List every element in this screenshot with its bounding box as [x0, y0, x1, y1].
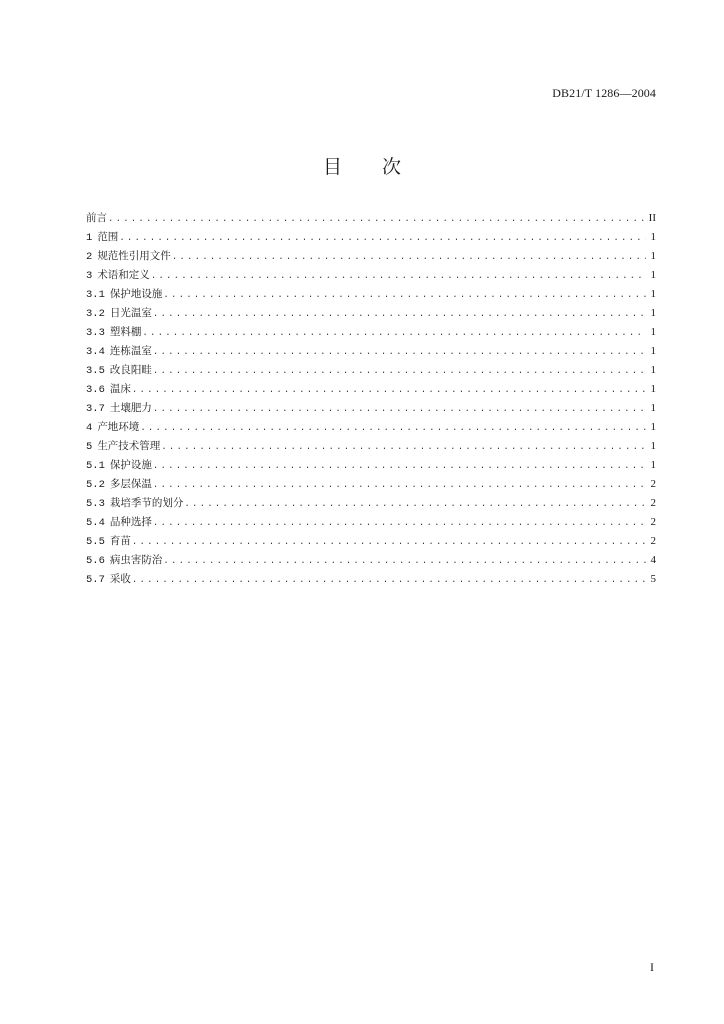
- toc-entry-number: 5.1: [86, 460, 105, 472]
- toc-entry-page: 2: [650, 478, 656, 490]
- toc-entry-page: 1: [650, 345, 656, 357]
- toc-entry-page: 1: [650, 326, 656, 338]
- toc-entry-number: 5: [86, 441, 93, 453]
- toc-entry-page: 1: [650, 250, 656, 262]
- toc-entry-label: 温床: [109, 383, 131, 395]
- toc-entry-terms-definitions[interactable]: [86, 266, 656, 285]
- toc-entry-number: 5.7: [86, 574, 105, 586]
- toc-leader-dots: [132, 571, 646, 590]
- toc-entry-3-2[interactable]: [86, 304, 656, 323]
- toc-entry-page: 2: [650, 497, 656, 509]
- toc-title: [0, 152, 724, 179]
- toc-leader-dots: [132, 533, 646, 552]
- toc-entry-label: 病虫害防治: [109, 554, 163, 566]
- toc-entry-number: 3.7: [86, 403, 105, 415]
- toc-entry-label: 多层保温: [109, 478, 152, 490]
- toc-leader-dots: [172, 248, 646, 267]
- toc-entry-5-3[interactable]: [86, 494, 656, 513]
- toc-entry-5-1[interactable]: [86, 456, 656, 475]
- toc-entry-5-2[interactable]: [86, 475, 656, 494]
- toc-entry-label: 前言: [86, 212, 107, 224]
- toc-entry-number: 3.5: [86, 365, 105, 377]
- toc-leader-dots: [142, 324, 646, 343]
- toc-entry-page: 2: [650, 535, 656, 547]
- toc-entry-number: 3.6: [86, 384, 105, 396]
- toc-entry-page: 4: [650, 554, 656, 566]
- toc-entry-number: 5.3: [86, 498, 105, 510]
- toc-title-part2: 次: [382, 156, 402, 178]
- toc-entry-scope[interactable]: [86, 228, 656, 247]
- toc-entry-number: 1: [86, 232, 93, 244]
- toc-entry-3-3[interactable]: [86, 323, 656, 342]
- toc-entry-5-4[interactable]: [86, 513, 656, 532]
- toc-entry-5-6[interactable]: [86, 551, 656, 570]
- toc-entry-normative-references[interactable]: [86, 247, 656, 266]
- toc-entry-page: 1: [650, 440, 656, 452]
- toc-leader-dots: [163, 286, 646, 305]
- toc-entry-label: 保护设施: [109, 459, 152, 471]
- toc-entry-label: 保护地设施: [109, 288, 163, 300]
- toc-entry-foreword[interactable]: [86, 209, 656, 228]
- toc-entry-page: 1: [650, 231, 656, 243]
- toc-entry-page: 1: [650, 364, 656, 376]
- toc-entry-page: II: [648, 212, 656, 224]
- toc-entry-label: 塑料棚: [109, 326, 142, 338]
- toc-entry-number: 2: [86, 251, 93, 263]
- toc-leader-dots: [153, 400, 646, 419]
- toc-entry-page: 2: [650, 516, 656, 528]
- toc-leader-dots: [153, 305, 646, 324]
- toc-entry-label: 采收: [109, 573, 131, 585]
- toc-leader-dots: [132, 381, 646, 400]
- toc-entry-3-1[interactable]: [86, 285, 656, 304]
- toc-entry-label: 改良阳畦: [109, 364, 152, 376]
- toc-entry-label: 土壤肥力: [109, 402, 152, 414]
- toc-entry-5-5[interactable]: [86, 532, 656, 551]
- toc-entry-label: 生产技术管理: [97, 440, 161, 452]
- toc-entry-number: 3.2: [86, 308, 105, 320]
- toc-entry-number: 3.1: [86, 289, 105, 301]
- toc-leader-dots: [153, 343, 646, 362]
- toc-entry-number: 3.3: [86, 327, 105, 339]
- toc-entry-label: 日光温室: [109, 307, 152, 319]
- toc-leader-dots: [184, 495, 646, 514]
- toc-leader-dots: [151, 267, 646, 286]
- toc-entry-page: 1: [650, 402, 656, 414]
- toc-entry-label: 产地环境: [97, 421, 140, 433]
- toc-entry-3-7[interactable]: [86, 399, 656, 418]
- toc-entry-page: 1: [650, 459, 656, 471]
- toc-entry-page: 1: [650, 421, 656, 433]
- toc-entry-3-4[interactable]: [86, 342, 656, 361]
- toc-leader-dots: [119, 229, 646, 248]
- toc-entry-number: 5.2: [86, 479, 105, 491]
- toc-leader-dots: [161, 438, 646, 457]
- toc-leader-dots: [153, 362, 646, 381]
- toc-leader-dots: [140, 419, 646, 438]
- toc-entry-label: 品种选择: [109, 516, 152, 528]
- toc-entry-label: 育苗: [109, 535, 131, 547]
- toc-entry-4[interactable]: [86, 418, 656, 437]
- toc-entry-page: 1: [650, 307, 656, 319]
- toc-entry-label: 连栋温室: [109, 345, 152, 357]
- toc-entry-number: 5.6: [86, 555, 105, 567]
- toc-title-part1: 目: [322, 156, 342, 178]
- toc-entry-page: 1: [650, 383, 656, 395]
- toc-entry-label: 栽培季节的划分: [109, 497, 184, 509]
- toc-leader-dots: [163, 552, 646, 571]
- toc-entry-number: 3.4: [86, 346, 105, 358]
- toc-entry-label: 术语和定义: [97, 269, 150, 281]
- toc-entry-5-7[interactable]: [86, 570, 656, 589]
- toc-entry-number: 4: [86, 422, 93, 434]
- toc-entry-page: 5: [650, 573, 656, 585]
- toc-entry-label: 范围: [97, 231, 119, 243]
- toc-leader-dots: [153, 514, 646, 533]
- toc-leader-dots: [153, 476, 646, 495]
- toc-entry-3-6[interactable]: [86, 380, 656, 399]
- toc-leader-dots: [108, 210, 646, 229]
- toc-leader-dots: [153, 457, 646, 476]
- toc-entry-number: 5.4: [86, 517, 105, 529]
- toc-entry-number: 3: [86, 270, 93, 282]
- toc-entry-number: 5.5: [86, 536, 105, 548]
- toc-entry-5[interactable]: [86, 437, 656, 456]
- toc-entry-page: 1: [650, 269, 656, 281]
- toc-entry-3-5[interactable]: [86, 361, 656, 380]
- toc-entry-page: 1: [650, 288, 656, 300]
- table-of-contents: [86, 209, 656, 589]
- document-code: DB21/T 1286—2004: [552, 86, 656, 100]
- toc-entry-label: 规范性引用文件: [97, 250, 171, 262]
- page-number: I: [650, 960, 654, 974]
